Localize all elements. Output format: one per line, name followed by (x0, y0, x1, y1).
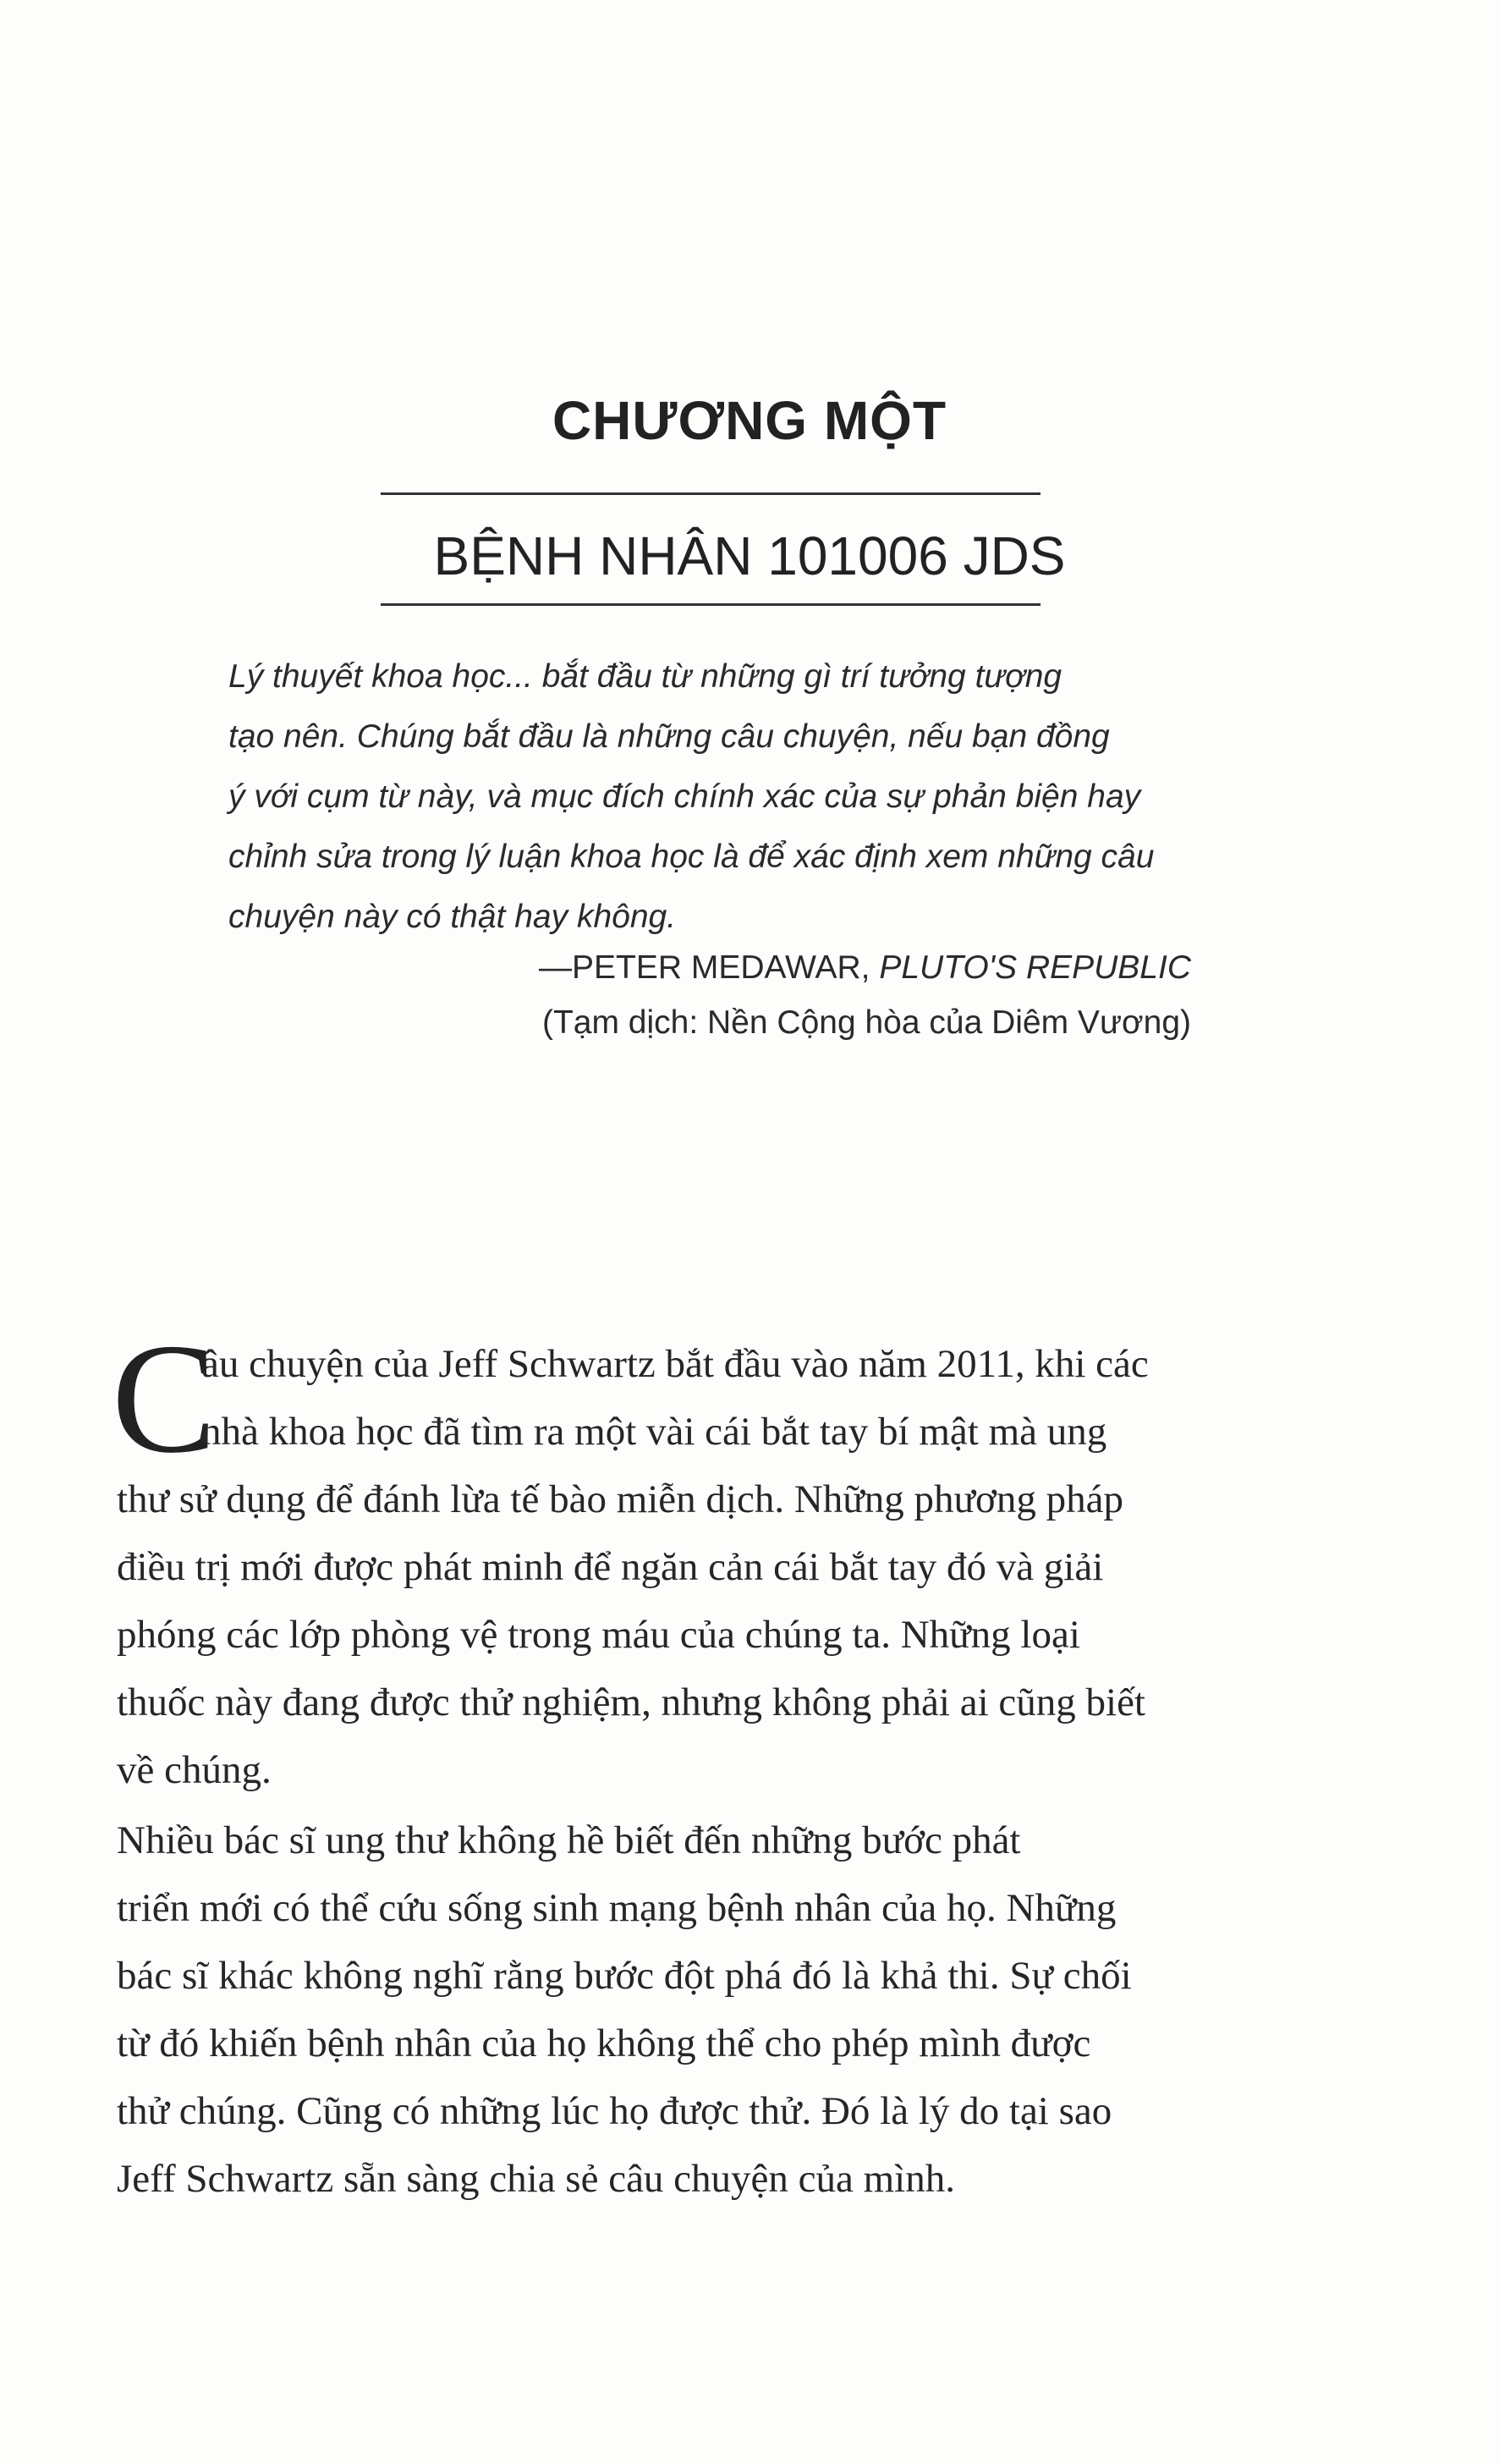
epigraph-translation: (Tạm dịch: Nền Cộng hòa của Diêm Vương) (541, 1004, 1191, 1041)
drop-cap: C (112, 1312, 217, 1486)
epigraph-author: —PETER MEDAWAR, (539, 949, 880, 986)
paragraph-2: Nhiều bác sĩ ung thư không hề biết đến những bước phát triển mới có thể cứu sống sinh mạng bệnh nhân của họ. Những bác sĩ khác không nghĩ rằng bước đột phá đó là khả thi. Sự chối từ đó khiến bệnh nhân của họ không thể cho phép mình được thử chúng. Cũng có những lúc họ được thử. Đó là lý do tại sao Jeff Schwartz sẵn sàng chia sẻ câu chuyện của mình. (117, 1818, 1132, 2201)
chapter-number: CHƯƠNG MỘT (552, 390, 947, 451)
epigraph-quote: Lý thuyết khoa học... bắt đầu từ những gì trí tưởng tượng tạo nên. Chúng bắt đầu là những câu chuyện, nếu bạn đồng ý với cụm từ này, và mục đích chính xác của sự phản biện hay chỉnh sửa trong lý luận khoa học là để xác định xem những câu chuyện này có thật hay không. (228, 658, 1155, 935)
title-rule-bottom (381, 603, 1041, 606)
chapter-title: BỆNH NHÂN 101006 JDS (433, 525, 1066, 586)
epigraph-work: PLUTO'S REPUBLIC (879, 949, 1191, 986)
paragraph-1: thư sử dụng để đánh lừa tế bào miễn dịch. Những phương pháp điều trị mới được phát minh để ngăn cản cái bắt tay đó và giải phóng các lớp phòng vệ trong máu của chúng ta. Những loại thuốc này đang được thử nghiệm, nhưng không phải ai cũng biết về chúng. (117, 1477, 1145, 1792)
paragraph-1-opening: âu chuyện của Jeff Schwartz bắt đầu vào năm 2011, khi các nhà khoa học đã tìm ra một vài cái bắt tay bí mật mà ung (201, 1342, 1149, 1454)
epigraph-attribution (539, 940, 1191, 1050)
epigraph-source (539, 940, 1191, 995)
title-rule-top (381, 492, 1041, 495)
